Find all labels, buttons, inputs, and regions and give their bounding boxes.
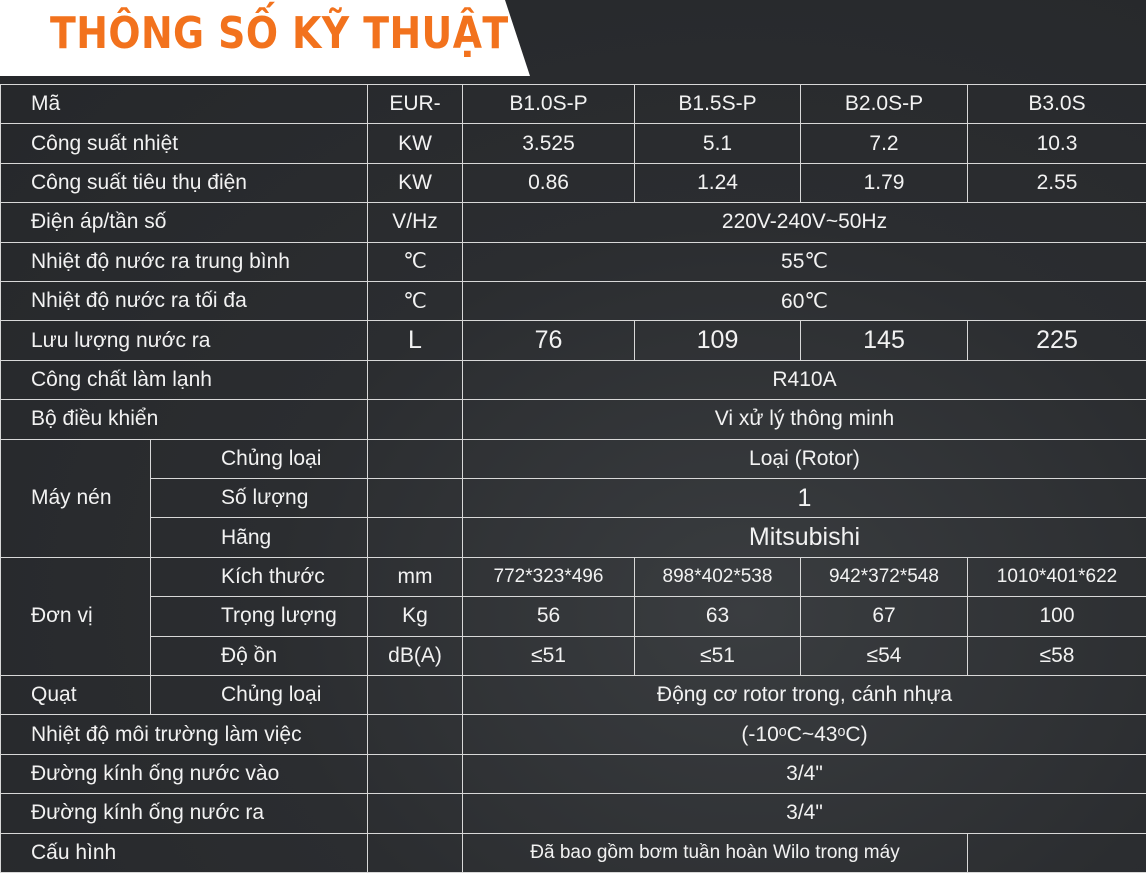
row-label: Công chất làm lạnh (1, 361, 368, 400)
header-unit: EUR- (368, 85, 463, 124)
cell-value: ≤58 (968, 637, 1146, 676)
cell-value: 3/4" (463, 755, 1146, 794)
cell-value: 145 (801, 321, 968, 360)
empty-unit-cell (368, 834, 463, 873)
cell-value: 1.24 (635, 164, 801, 203)
cell-value: ≤54 (801, 637, 968, 676)
cell-value: 60℃ (463, 282, 1146, 321)
cell-value: Động cơ rotor trong, cánh nhựa (463, 676, 1146, 715)
empty-unit-cell (368, 794, 463, 833)
cell-value: 220V-240V~50Hz (463, 203, 1146, 242)
sub-label: Số lượng (151, 479, 368, 518)
cell-value: 10.3 (968, 124, 1146, 163)
row-label: Nhiệt độ nước ra trung bình (1, 243, 368, 282)
cell-value: 67 (801, 597, 968, 636)
cell-value: 3/4" (463, 794, 1146, 833)
row-label: Cấu hình (1, 834, 368, 873)
row-label: Nhiệt độ môi trường làm việc (1, 715, 368, 754)
cell-value: 63 (635, 597, 801, 636)
cell-value: 76 (463, 321, 635, 360)
sub-label: Chủng loại (151, 676, 368, 715)
sub-label: Hãng (151, 518, 368, 557)
cell-value: ≤51 (463, 637, 635, 676)
empty-unit-cell (368, 361, 463, 400)
cell-value: 109 (635, 321, 801, 360)
cell-value: 0.86 (463, 164, 635, 203)
row-label: Đường kính ống nước vào (1, 755, 368, 794)
cell-value: R410A (463, 361, 1146, 400)
row-label: Lưu lượng nước ra (1, 321, 368, 360)
row-unit: ℃ (368, 243, 463, 282)
row-label: Công suất nhiệt (1, 124, 368, 163)
cell-value: Vi xử lý thông minh (463, 400, 1146, 439)
cell-value: 1.79 (801, 164, 968, 203)
cell-value: 55℃ (463, 243, 1146, 282)
sub-label: Chủng loại (151, 440, 368, 479)
cell-value: Đã bao gồm bơm tuần hoàn Wilo trong máy (463, 834, 968, 873)
cell-value: 2.55 (968, 164, 1146, 203)
row-unit: KW (368, 164, 463, 203)
group-label-unit: Đơn vị (1, 558, 151, 676)
empty-unit-cell (368, 755, 463, 794)
cell-value: 1010*401*622 (968, 558, 1146, 597)
cell-value: 7.2 (801, 124, 968, 163)
row-unit: mm (368, 558, 463, 597)
spec-table (0, 84, 1146, 873)
cell-value: 772*323*496 (463, 558, 635, 597)
cell-value: 56 (463, 597, 635, 636)
empty-cell (968, 834, 1146, 873)
sub-label: Trọng lượng (151, 597, 368, 636)
cell-value: 225 (968, 321, 1146, 360)
model-name: B1.0S-P (463, 85, 635, 124)
cell-value: ≤51 (635, 637, 801, 676)
cell-value: Loại (Rotor) (463, 440, 1146, 479)
cell-value: 1 (463, 479, 1146, 518)
empty-unit-cell (368, 676, 463, 715)
model-name: B2.0S-P (801, 85, 968, 124)
row-unit: V/Hz (368, 203, 463, 242)
sub-label: Độ ồn (151, 637, 368, 676)
row-unit: L (368, 321, 463, 360)
row-unit: ℃ (368, 282, 463, 321)
cell-value: 898*402*538 (635, 558, 801, 597)
cell-value: 3.525 (463, 124, 635, 163)
row-label: Bộ điều khiển (1, 400, 368, 439)
cell-value: Mitsubishi (463, 518, 1146, 557)
row-unit: dB(A) (368, 637, 463, 676)
group-label-fan: Quạt (1, 676, 151, 715)
empty-unit-cell (368, 518, 463, 557)
model-name: B1.5S-P (635, 85, 801, 124)
page-title: THÔNG SỐ KỸ THUẬT (50, 8, 509, 59)
header-label: Mã (1, 85, 368, 124)
sub-label: Kích thước (151, 558, 368, 597)
row-unit: Kg (368, 597, 463, 636)
row-label: Công suất tiêu thụ điện (1, 164, 368, 203)
group-label-compressor: Máy nén (1, 440, 151, 558)
empty-unit-cell (368, 440, 463, 479)
empty-unit-cell (368, 715, 463, 754)
row-label: Nhiệt độ nước ra tối đa (1, 282, 368, 321)
cell-value: 942*372*548 (801, 558, 968, 597)
cell-value: (-10ᵒC~43ᵒC) (463, 715, 1146, 754)
cell-value: 5.1 (635, 124, 801, 163)
empty-unit-cell (368, 479, 463, 518)
row-label: Điện áp/tần số (1, 203, 368, 242)
row-label: Đường kính ống nước ra (1, 794, 368, 833)
cell-value: 100 (968, 597, 1146, 636)
row-unit: KW (368, 124, 463, 163)
model-name: B3.0S (968, 85, 1146, 124)
empty-unit-cell (368, 400, 463, 439)
